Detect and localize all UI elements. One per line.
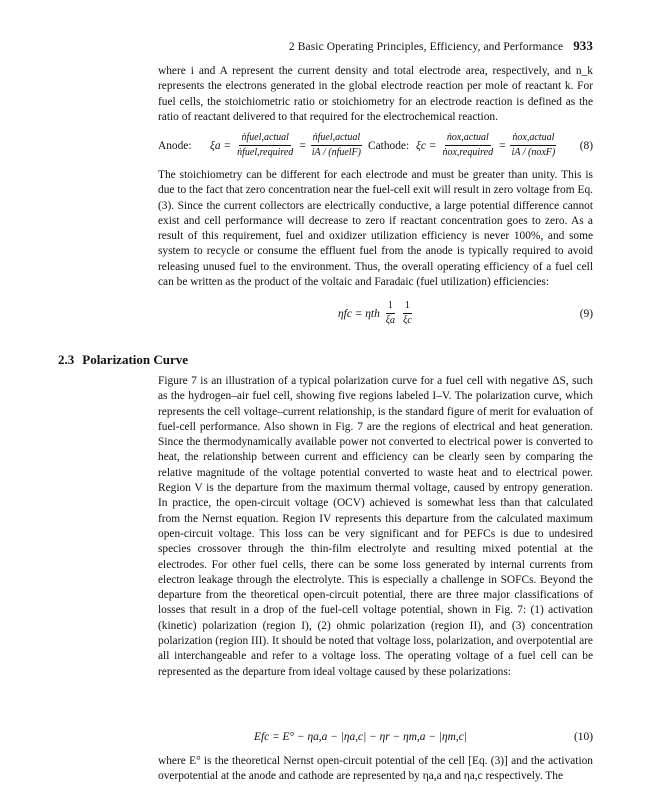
anode-label: Anode: xyxy=(158,140,192,152)
equation-9 xyxy=(158,298,593,332)
cathode-lhs: ξc = xyxy=(416,139,437,152)
paragraph-1 xyxy=(158,64,593,125)
eq9-num-a: 1 xyxy=(386,300,395,314)
paragraph-4-text: where E° is the theoretical Nernst open-circuit potential of the cell [Eq. (3)] and the activation overpotential at the anode and cathode are represented by ηa,a and ηa,c respectively. The xyxy=(158,755,593,783)
cathode-fraction-1 xyxy=(440,132,495,159)
anode-lhs: ξa = xyxy=(210,139,232,152)
equation-10-number: (10) xyxy=(574,731,593,743)
eq9-fraction-a xyxy=(384,300,397,327)
equation-8 xyxy=(158,130,593,164)
eq9-lhs: ηfc = ηth xyxy=(338,307,380,320)
anode-expression: ξa = $\frac{\text{ṅfuel,actual}}{\text{ṅfuel,required}}$ = $\frac{\text{ṅfuel,actual}}{\text{iA / (nfuelF)}}$ xyxy=(210,132,361,158)
cathode-num-1: ṅox,actual xyxy=(445,132,491,146)
cathode-den-1: ṅox,required xyxy=(442,147,494,158)
cathode-expression: ξc = $\frac{\text{ṅox,actual}}{\text{ṅox,required}}$ = $\frac{\text{ṅox,actual}}{\text{iA / (noxF)}}$ xyxy=(416,132,556,158)
paragraph-4 xyxy=(158,754,593,785)
anode-num-2: ṅfuel,actual xyxy=(311,132,363,146)
equation-9-expression xyxy=(338,300,414,327)
anode-den-2: iA / (nfuelF) xyxy=(311,147,361,158)
paragraph-2-text: The stoichiometry can be different for each electrode and must be greater than unity. This is due to the fact that zero concentration near the fuel-cell exit will result in zero voltage from Eq. (3). Since the current collectors are electrically conductive, a large potential difference cannot exist and cell performance will decrease to zero if reactant concentration goes to zero. As a result of this requirement, fuel and oxidizer utilization efficiency is never 100%, and some system to recycle or consume the effluent fuel from the anode is typically required to avoid releasing unused fuel to the environment. Thus, the overall operating efficiency of a fuel cell can be written as the product of the voltaic and Faradaic (fuel utilization) efficiencies: xyxy=(158,169,593,289)
anode-fraction-2 xyxy=(310,132,363,159)
paragraph-3 xyxy=(158,374,593,680)
cathode-label: Cathode: xyxy=(368,140,410,152)
section-heading xyxy=(58,352,188,368)
cathode-fraction-2 xyxy=(510,132,558,159)
paragraph-3-text: Figure 7 is an illustration of a typical polarization curve for a fuel cell with negative ΔS, such as the hydrogen–air fuel cell, showing five regions labeled I–V. The polarization curve, which represents the cell voltage–current relationship, is the standard figure of merit for evaluation of fuel-cell performance. Also shown in Fig. 7 are the regions of electrical and heat generation. Since the thermodynamically available power not converted to electrical power is converted to heat, the relationship between current and efficiency can be clearly seen by comparing the relative magnitude of the voltage potential converted to waste heat and to electrical power. Region V is the departure from the maximum thermal voltage, caused by entropy generation. In practice, the open-circuit voltage (OCV) achieved is somewhat less than that calculated from the Nernst equation. Region IV represents this departure from the calculated maximum open-circuit voltage. This loss can be very significant and for PEFCs is due to undesired species crossover through the thin-film electrolyte and resulting mixed potential at the electrodes. For other fuel cells, there can be some loss generated by internal currents from electron leakage through the electrolyte. This is especially a challenge in SOFCs. Beyond the departure from the theoretical open-circuit potential, there are three major classifications of losses that result in a drop of the fuel-cell voltage potential, shown in Fig. 7: (1) activation (kinetic) polarization (region I), (2) ohmic polarization (region II), and (3) concentration polarization (region III). It should be noted that voltage loss, polarization, and overpotential are all interchangeable and refer to a voltage loss. The operating voltage of a fuel cell can be represented as the departure from ideal voltage caused by these polarizations: xyxy=(158,375,593,678)
paragraph-1-text: where i and A represent the current density and total electrode area, respectively, and n_k represents the electrons generated in the global electrode reaction per mole of reactant k. For fuel cells, the stoichiometric ratio or stoichiometry for an electrode reaction is defined as the ratio of reactant delivered to that required for the electrochemical reaction. xyxy=(158,65,593,123)
section-number: 2.3 xyxy=(58,352,75,367)
anode-num-1: ṅfuel,actual xyxy=(239,132,291,146)
section-title: Polarization Curve xyxy=(82,352,189,367)
running-title: 2 Basic Operating Principles, Efficiency, and Performance xyxy=(288,41,564,53)
equation-10 xyxy=(158,726,593,748)
paragraph-2 xyxy=(158,168,593,290)
eq9-den-a: ξa xyxy=(385,315,396,326)
cathode-num-2: ṅox,actual xyxy=(510,132,556,146)
equation-8-number: (8) xyxy=(579,140,593,152)
anode-fraction-1 xyxy=(235,132,295,159)
anode-den-1: ṅfuel,required xyxy=(237,147,294,158)
cathode-den-2: iA / (noxF) xyxy=(511,147,556,158)
equation-10-expression: Efc = E° − ηa,a − |ηa,c| − ηr − ηm,a − |ηm,c| xyxy=(254,731,467,743)
equation-9-number: (9) xyxy=(579,308,593,320)
eq9-num-c: 1 xyxy=(403,300,412,314)
running-header xyxy=(160,38,593,54)
eq9-den-c: ξc xyxy=(403,315,412,326)
page-number: 933 xyxy=(573,38,593,53)
eq9-fraction-c xyxy=(401,300,414,327)
